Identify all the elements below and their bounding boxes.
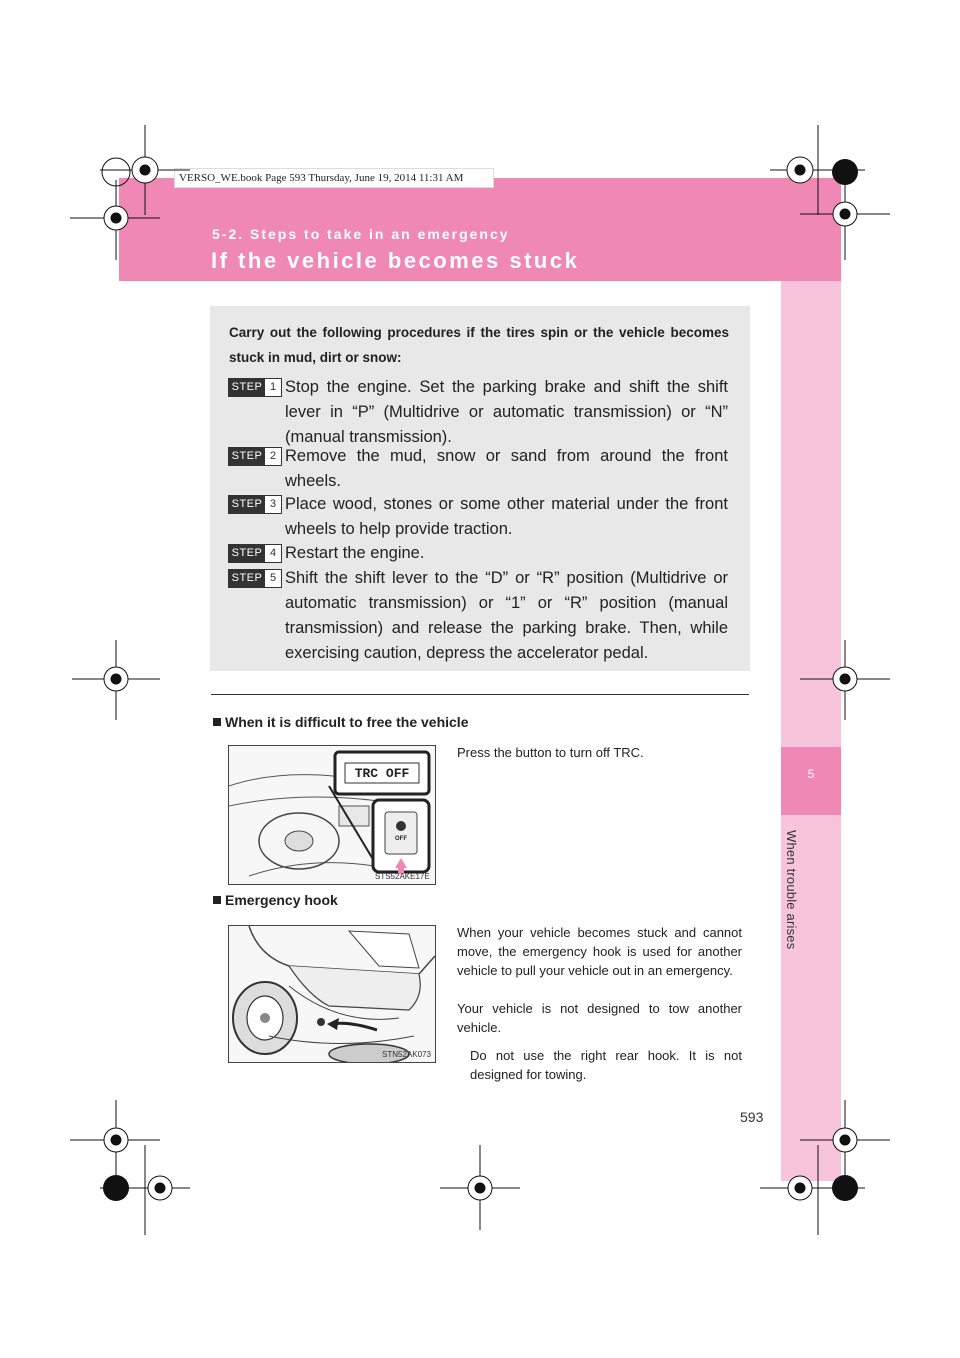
step-text: Shift the shift lever to the “D” or “R” position (Multidrive or automatic transmission) or “1” or “R” position (manual transmission) and release the parking brake. Then, while exercising caution, depress the accelerator pedal. [285,569,728,662]
step-text: Place wood, stones or some other material under the front wheels to help provide traction. [285,495,728,538]
chapter-number: 5 [807,767,815,781]
chapter-title-text: When trouble arises [784,830,799,950]
procedure-intro: Carry out the following procedures if the tires spin or the vehicle becomes stuck in mud, dirt or snow: [229,325,729,365]
step-number: 1 [269,381,277,393]
book-stamp: VERSO_WE.book Page 593 Thursday, June 19, 2014 11:31 AM [174,168,494,188]
step-word: STEP [229,570,265,587]
trc-text: Press the button to turn off TRC. [457,745,644,760]
hook-warning-text: Your vehicle is not designed to tow another vehicle. [457,1001,742,1035]
trc-heading-text: When it is difficult to free the vehicle [225,714,469,730]
step-text: Stop the engine. Set the parking brake and shift the shift lever in “P” (Multidrive or automatic transmission) or “N” (manual transmission). [285,378,728,446]
figure-code: STN52AK073 [382,1050,431,1059]
step-number: 3 [269,498,277,510]
step-number: 2 [269,450,277,462]
step-word: STEP [229,496,265,513]
hook-note: Do not use the right rear hook. It is not designed for towing. [470,1048,742,1082]
step-word: STEP [229,448,265,465]
page-number: 593 [740,1109,764,1125]
hook-heading-text: Emergency hook [225,892,338,908]
step-text: Remove the mud, snow or sand from around the front wheels. [285,447,728,490]
step-number: 4 [269,547,277,559]
hook-text: When your vehicle becomes stuck and cannot move, the emergency hook is used for another vehicle to pull your vehicle out in an emergency. [457,925,742,978]
trc-button-label: OFF [395,836,407,842]
section-label: 5-2. Steps to take in an emergency [212,226,510,242]
step-word: STEP [229,379,265,396]
page-title: If the vehicle becomes stuck [211,248,580,273]
step-text: Restart the engine. [285,544,425,562]
step-word: STEP [229,545,265,562]
step-number: 5 [269,572,277,584]
figure-code: STS52AKE17E [375,872,430,881]
trc-off-display: TRC OFF [354,766,410,781]
